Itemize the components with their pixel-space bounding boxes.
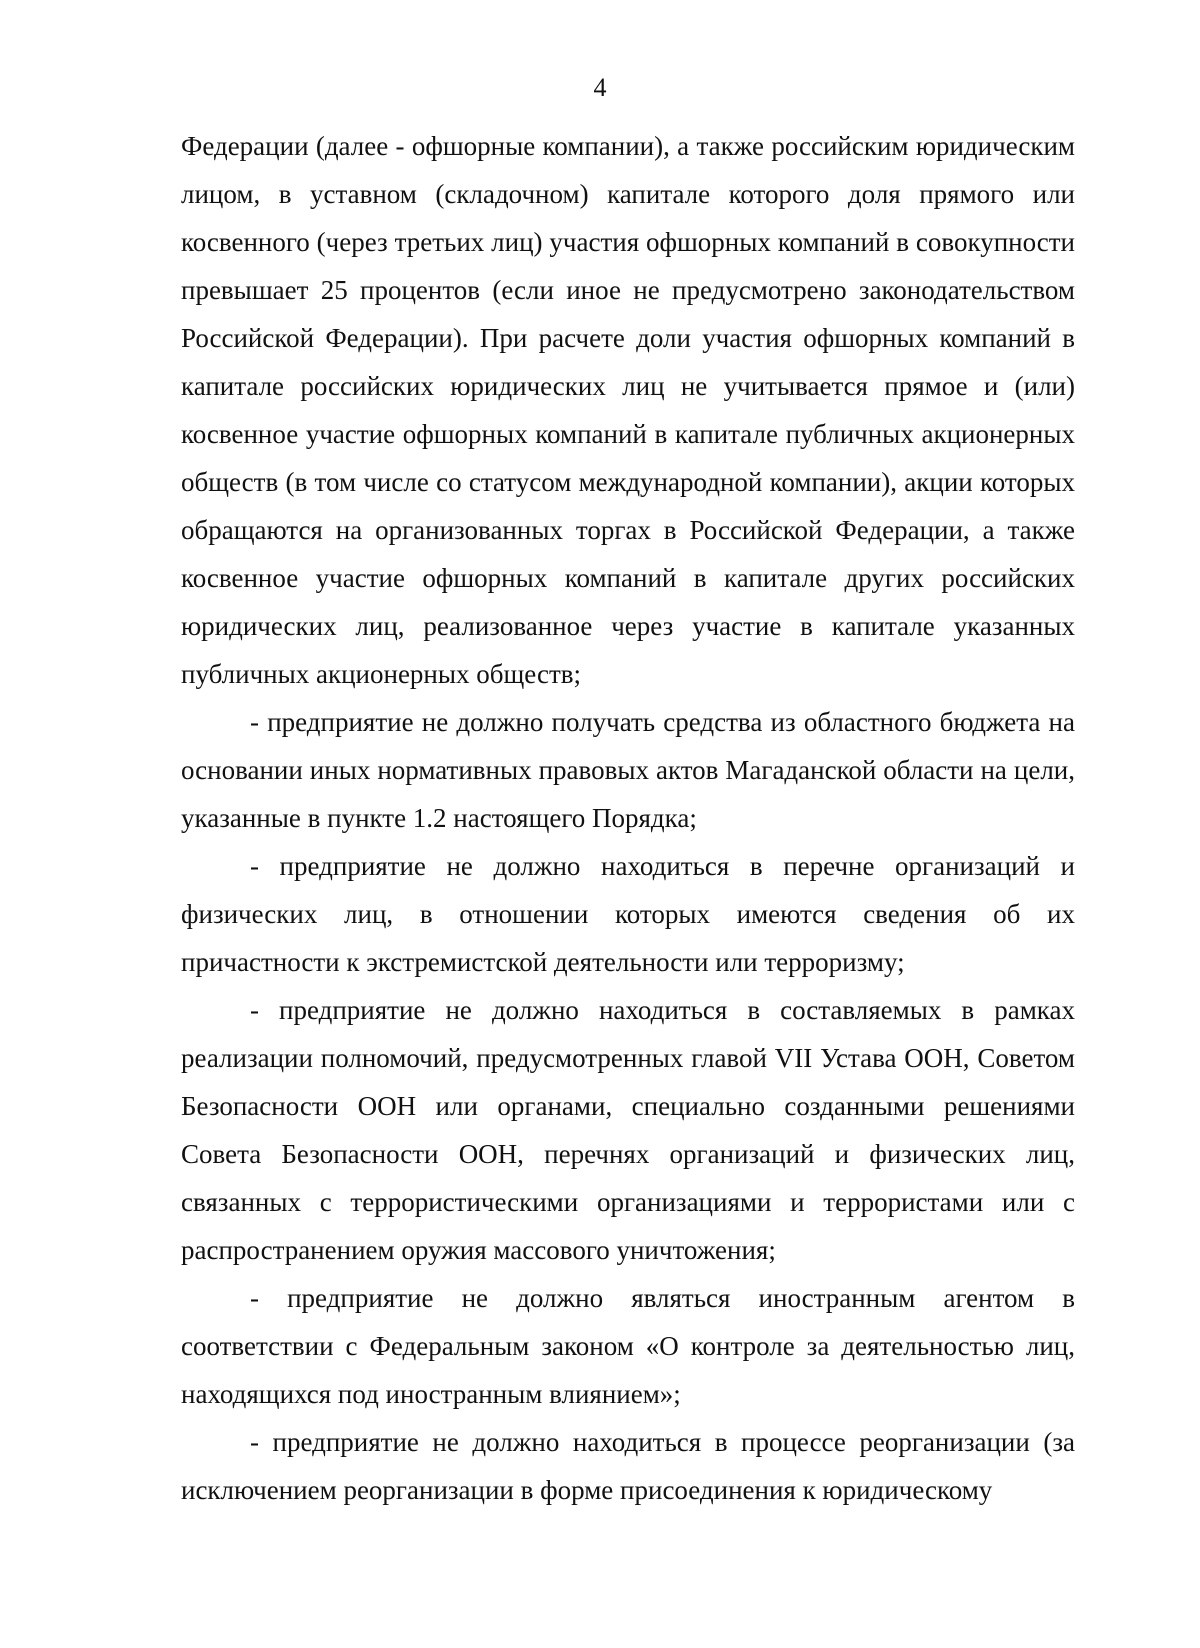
page-number: 4 bbox=[593, 73, 607, 102]
paragraph-continuation: Федерации (далее - офшорные компании), а также российским юридическим лицом, в уставном (складочном) капитале которого доля прямого или косвенного (через третьих лиц) участия офшорных компаний в совокупности превышает 25 процентов (если иное не предусмотрено законодательством Российской Федерации). При расчете доли участия офшорных компаний в капитале российских юридических лиц не учитывается прямое и (или) косвенное участие офшорных компаний в капитале публичных акционерных обществ (в том числе со статусом международной компании), акции которых обращаются на организованных торгах в Российской Федерации, а также косвенное участие офшорных компаний в капитале других российских юридических лиц, реализованное через участие в капитале указанных публичных акционерных обществ; bbox=[181, 131, 1075, 689]
paragraph-un-sanctions-list: - предприятие не должно находиться в составляемых в рамках реализации полномочий, предусмотренных главой VII Устава ООН, Советом Безопасности ООН или органами, специально созданными решениями Совета Безопасности ООН, перечнях организаций и физических лиц, связанных с террористическими организациями и террористами или с распространением оружия массового уничтожения; bbox=[181, 995, 1075, 1265]
paragraph-reorganization: - предприятие не должно находиться в процессе реорганизации (за исключением реорганизации в форме присоединения к юридическому bbox=[181, 1427, 1075, 1505]
paragraph-foreign-agent: - предприятие не должно являться иностранным агентом в соответствии с Федеральным законом «О контроле за деятельностью лиц, находящихся под иностранным влиянием»; bbox=[181, 1283, 1075, 1409]
paragraph-budget-condition: - предприятие не должно получать средства из областного бюджета на основании иных нормативных правовых актов Магаданской области на цели, указанные в пункте 1.2 настоящего Порядка; bbox=[181, 707, 1075, 833]
paragraph-extremism-list: - предприятие не должно находиться в перечне организаций и физических лиц, в отношении которых имеются сведения об их причастности к экстремистской деятельности или терроризму; bbox=[181, 851, 1075, 977]
document-body bbox=[181, 122, 1075, 1514]
